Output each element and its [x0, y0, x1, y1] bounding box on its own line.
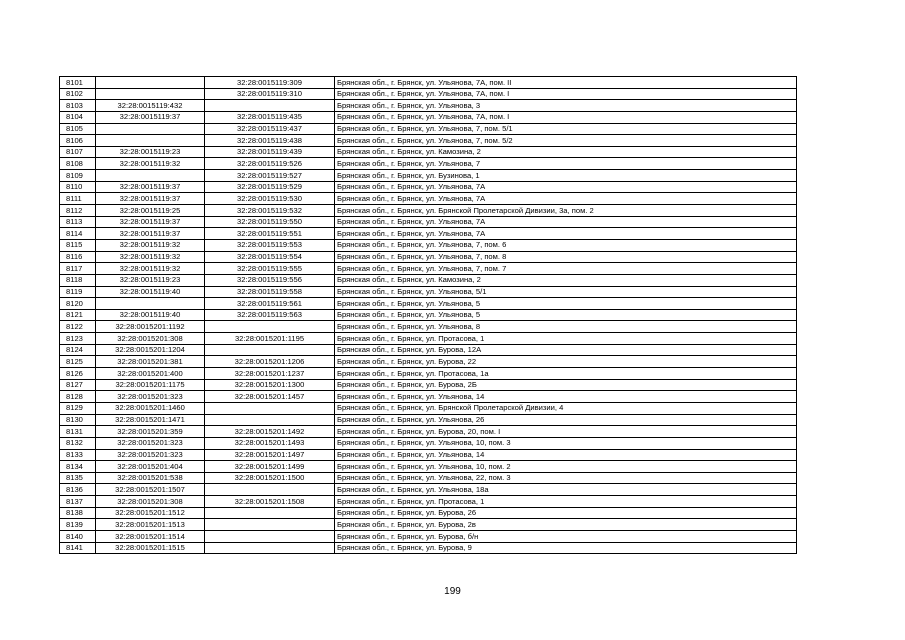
address-cell: Брянская обл., г. Брянск, ул. Ульянова, 7, пом. 5/2: [335, 135, 797, 147]
object-cadastral-number-cell: 32:28:0015119:309: [205, 77, 335, 89]
row-number-cell: 8127: [60, 379, 96, 391]
table-row: [60, 391, 797, 403]
table-row: [60, 461, 797, 473]
land-cadastral-number-cell: [96, 77, 205, 89]
object-cadastral-number-cell: 32:28:0015119:558: [205, 286, 335, 298]
row-number-cell: 8101: [60, 77, 96, 89]
object-cadastral-number-cell: [205, 414, 335, 426]
land-cadastral-number-cell: 32:28:0015201:404: [96, 461, 205, 473]
row-number-cell: 8114: [60, 228, 96, 240]
object-cadastral-number-cell: [205, 542, 335, 554]
table-row: [60, 251, 797, 263]
address-cell: Брянская обл., г. Брянск, ул. Протасова, 1а: [335, 368, 797, 380]
land-cadastral-number-cell: 32:28:0015201:1204: [96, 344, 205, 356]
row-number-cell: 8141: [60, 542, 96, 554]
object-cadastral-number-cell: [205, 507, 335, 519]
address-cell: Брянская обл., г. Брянск, ул. Ульянова, 8: [335, 321, 797, 333]
object-cadastral-number-cell: [205, 519, 335, 531]
land-cadastral-number-cell: 32:28:0015201:1460: [96, 402, 205, 414]
row-number-cell: 8138: [60, 507, 96, 519]
row-number-cell: 8118: [60, 274, 96, 286]
object-cadastral-number-cell: 32:28:0015201:1237: [205, 368, 335, 380]
row-number-cell: 8103: [60, 100, 96, 112]
table-row: [60, 158, 797, 170]
table-row: [60, 274, 797, 286]
object-cadastral-number-cell: 32:28:0015201:1493: [205, 437, 335, 449]
row-number-cell: 8139: [60, 519, 96, 531]
land-cadastral-number-cell: 32:28:0015119:37: [96, 193, 205, 205]
object-cadastral-number-cell: 32:28:0015201:1492: [205, 426, 335, 438]
table-row: [60, 298, 797, 310]
land-cadastral-number-cell: 32:28:0015119:32: [96, 251, 205, 263]
object-cadastral-number-cell: 32:28:0015201:1497: [205, 449, 335, 461]
object-cadastral-number-cell: 32:28:0015119:554: [205, 251, 335, 263]
row-number-cell: 8104: [60, 111, 96, 123]
object-cadastral-number-cell: [205, 100, 335, 112]
cadastral-table: [59, 76, 797, 554]
land-cadastral-number-cell: 32:28:0015201:323: [96, 391, 205, 403]
address-cell: Брянская обл., г. Брянск, ул. Протасова, 1: [335, 333, 797, 345]
table-row: [60, 205, 797, 217]
object-cadastral-number-cell: [205, 344, 335, 356]
object-cadastral-number-cell: 32:28:0015201:1195: [205, 333, 335, 345]
land-cadastral-number-cell: 32:28:0015119:40: [96, 286, 205, 298]
object-cadastral-number-cell: 32:28:0015119:527: [205, 170, 335, 182]
address-cell: Брянская обл., г. Брянск, ул. Ульянова, 26: [335, 414, 797, 426]
address-cell: Брянская обл., г. Брянск, ул. Ульянова, 3: [335, 100, 797, 112]
address-cell: Брянская обл., г. Брянск, ул. Ульянова, 7: [335, 158, 797, 170]
object-cadastral-number-cell: 32:28:0015119:550: [205, 216, 335, 228]
row-number-cell: 8105: [60, 123, 96, 135]
table-row: [60, 309, 797, 321]
table-row: [60, 484, 797, 496]
land-cadastral-number-cell: 32:28:0015201:359: [96, 426, 205, 438]
table-row: [60, 333, 797, 345]
row-number-cell: 8131: [60, 426, 96, 438]
row-number-cell: 8130: [60, 414, 96, 426]
land-cadastral-number-cell: 32:28:0015119:37: [96, 216, 205, 228]
land-cadastral-number-cell: 32:28:0015119:432: [96, 100, 205, 112]
land-cadastral-number-cell: 32:28:0015119:25: [96, 205, 205, 217]
land-cadastral-number-cell: 32:28:0015201:308: [96, 496, 205, 508]
table-row: [60, 519, 797, 531]
land-cadastral-number-cell: 32:28:0015119:40: [96, 309, 205, 321]
table-body: [60, 77, 797, 554]
row-number-cell: 8113: [60, 216, 96, 228]
row-number-cell: 8115: [60, 239, 96, 251]
address-cell: Брянская обл., г. Брянск, ул. Ульянова, 7А, пом. I: [335, 111, 797, 123]
object-cadastral-number-cell: 32:28:0015119:439: [205, 146, 335, 158]
address-cell: Брянская обл., г. Брянск, ул. Ульянова, 18а: [335, 484, 797, 496]
row-number-cell: 8120: [60, 298, 96, 310]
row-number-cell: 8117: [60, 263, 96, 275]
address-cell: Брянская обл., г. Брянск, ул. Ульянова, 14: [335, 449, 797, 461]
table-row: [60, 263, 797, 275]
table-row: [60, 507, 797, 519]
address-cell: Брянская обл., г. Брянск, ул. Ульянова, 7, пом. 5/1: [335, 123, 797, 135]
row-number-cell: 8110: [60, 181, 96, 193]
row-number-cell: 8132: [60, 437, 96, 449]
land-cadastral-number-cell: [96, 123, 205, 135]
table-row: [60, 170, 797, 182]
table-row: [60, 77, 797, 89]
address-cell: Брянская обл., г. Брянск, ул. Протасова, 1: [335, 496, 797, 508]
address-cell: Брянская обл., г. Брянск, ул. Ульянова, 7А: [335, 181, 797, 193]
object-cadastral-number-cell: 32:28:0015119:435: [205, 111, 335, 123]
row-number-cell: 8123: [60, 333, 96, 345]
address-cell: Брянская обл., г. Брянск, ул. Бурова, 9: [335, 542, 797, 554]
object-cadastral-number-cell: [205, 321, 335, 333]
land-cadastral-number-cell: 32:28:0015201:308: [96, 333, 205, 345]
row-number-cell: 8106: [60, 135, 96, 147]
land-cadastral-number-cell: [96, 88, 205, 100]
land-cadastral-number-cell: 32:28:0015119:37: [96, 228, 205, 240]
land-cadastral-number-cell: 32:28:0015119:32: [96, 263, 205, 275]
table-row: [60, 239, 797, 251]
row-number-cell: 8112: [60, 205, 96, 217]
row-number-cell: 8133: [60, 449, 96, 461]
row-number-cell: 8121: [60, 309, 96, 321]
table-row: [60, 449, 797, 461]
row-number-cell: 8125: [60, 356, 96, 368]
table-row: [60, 146, 797, 158]
row-number-cell: 8135: [60, 472, 96, 484]
table-row: [60, 193, 797, 205]
object-cadastral-number-cell: [205, 484, 335, 496]
object-cadastral-number-cell: 32:28:0015119:438: [205, 135, 335, 147]
row-number-cell: 8129: [60, 402, 96, 414]
land-cadastral-number-cell: 32:28:0015201:400: [96, 368, 205, 380]
land-cadastral-number-cell: 32:28:0015201:323: [96, 437, 205, 449]
land-cadastral-number-cell: 32:28:0015201:1514: [96, 530, 205, 542]
land-cadastral-number-cell: 32:28:0015201:1507: [96, 484, 205, 496]
address-cell: Брянская обл., г. Брянск, ул. Ульянова, 5: [335, 309, 797, 321]
land-cadastral-number-cell: [96, 135, 205, 147]
row-number-cell: 8111: [60, 193, 96, 205]
land-cadastral-number-cell: 32:28:0015119:32: [96, 158, 205, 170]
object-cadastral-number-cell: 32:28:0015201:1500: [205, 472, 335, 484]
row-number-cell: 8136: [60, 484, 96, 496]
land-cadastral-number-cell: 32:28:0015201:1175: [96, 379, 205, 391]
land-cadastral-number-cell: 32:28:0015201:1471: [96, 414, 205, 426]
row-number-cell: 8108: [60, 158, 96, 170]
row-number-cell: 8126: [60, 368, 96, 380]
table-row: [60, 228, 797, 240]
row-number-cell: 8116: [60, 251, 96, 263]
address-cell: Брянская обл., г. Брянск, ул. Бурова, 2Б: [335, 379, 797, 391]
object-cadastral-number-cell: 32:28:0015201:1457: [205, 391, 335, 403]
address-cell: Брянская обл., г. Брянск, ул. Ульянова, 5/1: [335, 286, 797, 298]
object-cadastral-number-cell: 32:28:0015119:437: [205, 123, 335, 135]
table-row: [60, 286, 797, 298]
object-cadastral-number-cell: 32:28:0015201:1499: [205, 461, 335, 473]
address-cell: Брянская обл., г. Брянск, ул. Ульянова, 10, пом. 2: [335, 461, 797, 473]
object-cadastral-number-cell: 32:28:0015119:553: [205, 239, 335, 251]
address-cell: Брянская обл., г. Брянск, ул. Бурова, 22: [335, 356, 797, 368]
object-cadastral-number-cell: 32:28:0015119:310: [205, 88, 335, 100]
object-cadastral-number-cell: 32:28:0015119:530: [205, 193, 335, 205]
row-number-cell: 8137: [60, 496, 96, 508]
object-cadastral-number-cell: 32:28:0015119:529: [205, 181, 335, 193]
land-cadastral-number-cell: 32:28:0015119:37: [96, 111, 205, 123]
table-row: [60, 402, 797, 414]
object-cadastral-number-cell: 32:28:0015119:563: [205, 309, 335, 321]
table-row: [60, 368, 797, 380]
land-cadastral-number-cell: 32:28:0015119:37: [96, 181, 205, 193]
table-row: [60, 379, 797, 391]
table-row: [60, 100, 797, 112]
land-cadastral-number-cell: [96, 298, 205, 310]
land-cadastral-number-cell: 32:28:0015119:23: [96, 274, 205, 286]
address-cell: Брянская обл., г. Брянск, ул. Ульянова, 7, пом. 6: [335, 239, 797, 251]
address-cell: Брянская обл., г. Брянск, ул. Брянской Пролетарской Дивизии, 4: [335, 402, 797, 414]
address-cell: Брянская обл., г. Брянск, ул. Бурова, б/н: [335, 530, 797, 542]
object-cadastral-number-cell: 32:28:0015201:1508: [205, 496, 335, 508]
page-number: 199: [444, 586, 461, 597]
address-cell: Брянская обл., г. Брянск, ул. Бурова, 26: [335, 507, 797, 519]
table-row: [60, 472, 797, 484]
table-row: [60, 111, 797, 123]
address-cell: Брянская обл., г. Брянск, ул. Ульянова, 7А, пом. II: [335, 77, 797, 89]
object-cadastral-number-cell: [205, 402, 335, 414]
row-number-cell: 8102: [60, 88, 96, 100]
row-number-cell: 8128: [60, 391, 96, 403]
address-cell: Брянская обл., г. Брянск, ул. Ульянова, 7А: [335, 228, 797, 240]
address-cell: Брянская обл., г. Брянск, ул. Ульянова, 5: [335, 298, 797, 310]
table-row: [60, 496, 797, 508]
address-cell: Брянская обл., г. Брянск, ул. Камозина, 2: [335, 274, 797, 286]
table-row: [60, 542, 797, 554]
object-cadastral-number-cell: 32:28:0015119:551: [205, 228, 335, 240]
table-row: [60, 356, 797, 368]
land-cadastral-number-cell: 32:28:0015201:1515: [96, 542, 205, 554]
table-row: [60, 321, 797, 333]
address-cell: Брянская обл., г. Брянск, ул. Бузинова, 1: [335, 170, 797, 182]
row-number-cell: 8107: [60, 146, 96, 158]
row-number-cell: 8124: [60, 344, 96, 356]
table-row: [60, 135, 797, 147]
land-cadastral-number-cell: 32:28:0015119:32: [96, 239, 205, 251]
object-cadastral-number-cell: 32:28:0015119:532: [205, 205, 335, 217]
table-row: [60, 437, 797, 449]
address-cell: Брянская обл., г. Брянск, ул. Ульянова, 7, пом. 8: [335, 251, 797, 263]
address-cell: Брянская обл., г. Брянск, ул. Ульянова, 22, пом. 3: [335, 472, 797, 484]
address-cell: Брянская обл., г. Брянск, ул. Брянской Пролетарской Дивизии, 3а, пом. 2: [335, 205, 797, 217]
address-cell: Брянская обл., г. Брянск, ул. Камозина, 2: [335, 146, 797, 158]
land-cadastral-number-cell: [96, 170, 205, 182]
land-cadastral-number-cell: 32:28:0015201:538: [96, 472, 205, 484]
land-cadastral-number-cell: 32:28:0015201:323: [96, 449, 205, 461]
land-cadastral-number-cell: 32:28:0015201:1513: [96, 519, 205, 531]
address-cell: Брянская обл., г. Брянск, ул. Бурова, 12А: [335, 344, 797, 356]
address-cell: Брянская обл., г. Брянск, ул. Ульянова, 7А: [335, 193, 797, 205]
land-cadastral-number-cell: 32:28:0015201:1512: [96, 507, 205, 519]
row-number-cell: 8122: [60, 321, 96, 333]
object-cadastral-number-cell: 32:28:0015201:1300: [205, 379, 335, 391]
table-row: [60, 530, 797, 542]
row-number-cell: 8140: [60, 530, 96, 542]
table-row: [60, 88, 797, 100]
table-row: [60, 414, 797, 426]
object-cadastral-number-cell: 32:28:0015119:555: [205, 263, 335, 275]
address-cell: Брянская обл., г. Брянск, ул. Бурова, 20, пом. I: [335, 426, 797, 438]
object-cadastral-number-cell: 32:28:0015119:556: [205, 274, 335, 286]
address-cell: Брянская обл., г. Брянск, ул. Ульянова, 7А: [335, 216, 797, 228]
table-row: [60, 344, 797, 356]
table-row: [60, 216, 797, 228]
address-cell: Брянская обл., г. Брянск, ул. Ульянова, 14: [335, 391, 797, 403]
address-cell: Брянская обл., г. Брянск, ул. Ульянова, 7А, пом. I: [335, 88, 797, 100]
table-row: [60, 181, 797, 193]
land-cadastral-number-cell: 32:28:0015119:23: [96, 146, 205, 158]
row-number-cell: 8119: [60, 286, 96, 298]
address-cell: Брянская обл., г. Брянск, ул. Ульянова, 7, пом. 7: [335, 263, 797, 275]
address-cell: Брянская обл., г. Брянск, ул. Ульянова, 10, пом. 3: [335, 437, 797, 449]
object-cadastral-number-cell: 32:28:0015119:526: [205, 158, 335, 170]
land-cadastral-number-cell: 32:28:0015201:381: [96, 356, 205, 368]
table-row: [60, 123, 797, 135]
address-cell: Брянская обл., г. Брянск, ул. Бурова, 2в: [335, 519, 797, 531]
object-cadastral-number-cell: [205, 530, 335, 542]
row-number-cell: 8134: [60, 461, 96, 473]
land-cadastral-number-cell: 32:28:0015201:1192: [96, 321, 205, 333]
table-row: [60, 426, 797, 438]
row-number-cell: 8109: [60, 170, 96, 182]
object-cadastral-number-cell: 32:28:0015119:561: [205, 298, 335, 310]
object-cadastral-number-cell: 32:28:0015201:1206: [205, 356, 335, 368]
